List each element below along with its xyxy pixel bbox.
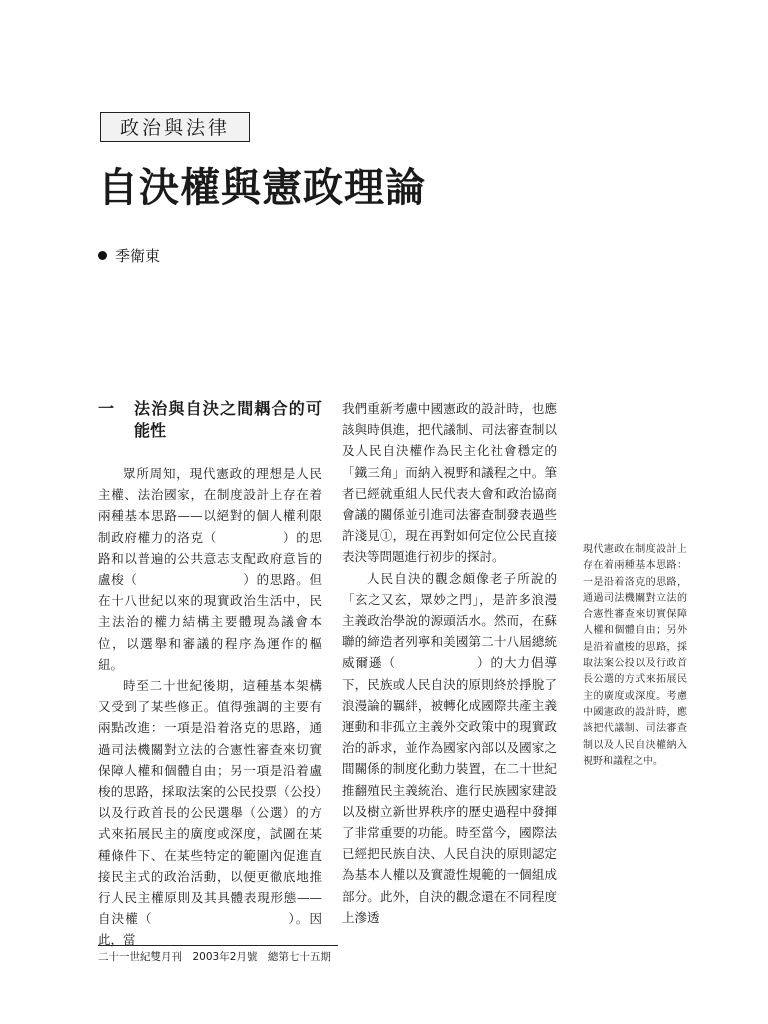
left-column — [98, 398, 322, 951]
section-heading — [98, 398, 322, 442]
right-column — [342, 398, 557, 928]
bullet-icon — [98, 251, 107, 260]
section-heading-text: 法治與自決之間耦合的可能性 — [134, 399, 322, 440]
section-heading-number: 一 — [98, 399, 115, 418]
body-paragraph: 時至二十世紀後期，這種基本架構又受到了某些修正。值得強調的主要有兩點改進：一項是沿着洛克的思路，通過司法機關對立法的合憲性審查來切實保障人權和個體自由；另一項是沿着盧梭的思路，採取法案的公民投票（公投）以及行政首長的公民選舉（公選）的方式來拓展民主的廣度或深度，試圖在某種條件下、在某些特定的範圍內促進直接民主式的政治活動，以便更徹底地推行人民主權原則及其具體表現形態——自決權（ ）。因此，當 — [98, 678, 322, 948]
journal-footer: 二十一世紀雙月刊 2003年2月號 總第七十五期 — [98, 951, 331, 963]
section-label: 政治與法律 — [100, 112, 250, 142]
article-title: 自決權與憲政理論 — [98, 164, 426, 211]
margin-note: 現代憲政在制度設計上存在着兩種基本思路：一是沿着洛克的思路，通過司法機關對立法的合憲性審查來切實保障人權和個體自由；另外是沿着盧梭的思路，採取法案公投以及行政首長公選的方式來拓展民主的廣度或深度。考慮中國憲政的設計時，應該把代議制、司法審查制以及人民自決權納入視野和議程之中。 — [583, 544, 687, 767]
author-name: 季衛東 — [115, 247, 161, 265]
body-paragraph: 眾所周知，現代憲政的理想是人民主權、法治國家，在制度設計上存在着兩種基本思路——以絕對的個人權利限制政府權力的洛克（ ）的思路和以普遍的公共意志支配政府意旨的盧梭（ ）的思路。但在十八世紀以來的現實政治生活中，民主法治的權力結構主要體現為議會本位，以選舉和審議的程序為運作的樞紐。 — [98, 466, 322, 672]
author-byline — [98, 246, 160, 266]
footer-divider — [98, 945, 338, 946]
body-paragraph: 人民自決的觀念頗像老子所說的「玄之又玄，眾妙之門」，是許多浪漫主義政治學說的源頭活水。然而，在蘇聯的締造者列寧和美國第二十八屆總統威爾遜（ ）的大力倡導下，民族或人民自決的原則終於掙脫了浪漫論的羈絆，被轉化成國際共產主義運動和非孤立主義外交政策中的現實政治的訴求，並作為國家內部以及國家之間關係的制度化動力裝置，在二十世紀推翻殖民主義統治、進行民族國家建設以及樹立新世界秩序的歷史過程中發揮了非常重要的功能。時至當今，國際法已經把民族自決、人民自決的原則認定為基本人權以及實證性規範的一個組成部分。此外，自決的觀念還在不同程度上滲透 — [342, 570, 557, 925]
body-paragraph: 我們重新考慮中國憲政的設計時，也應該與時俱進，把代議制、司法審查制以及人民自決權作為民主化社會穩定的「鐵三角」而納入視野和議程之中。筆者已經就重組人民代表大會和政治協商會議的關係並引進司法審查制發表過些許淺見①，現在再對如何定位公民直接表決等問題進行初步的探討。 — [342, 401, 557, 565]
